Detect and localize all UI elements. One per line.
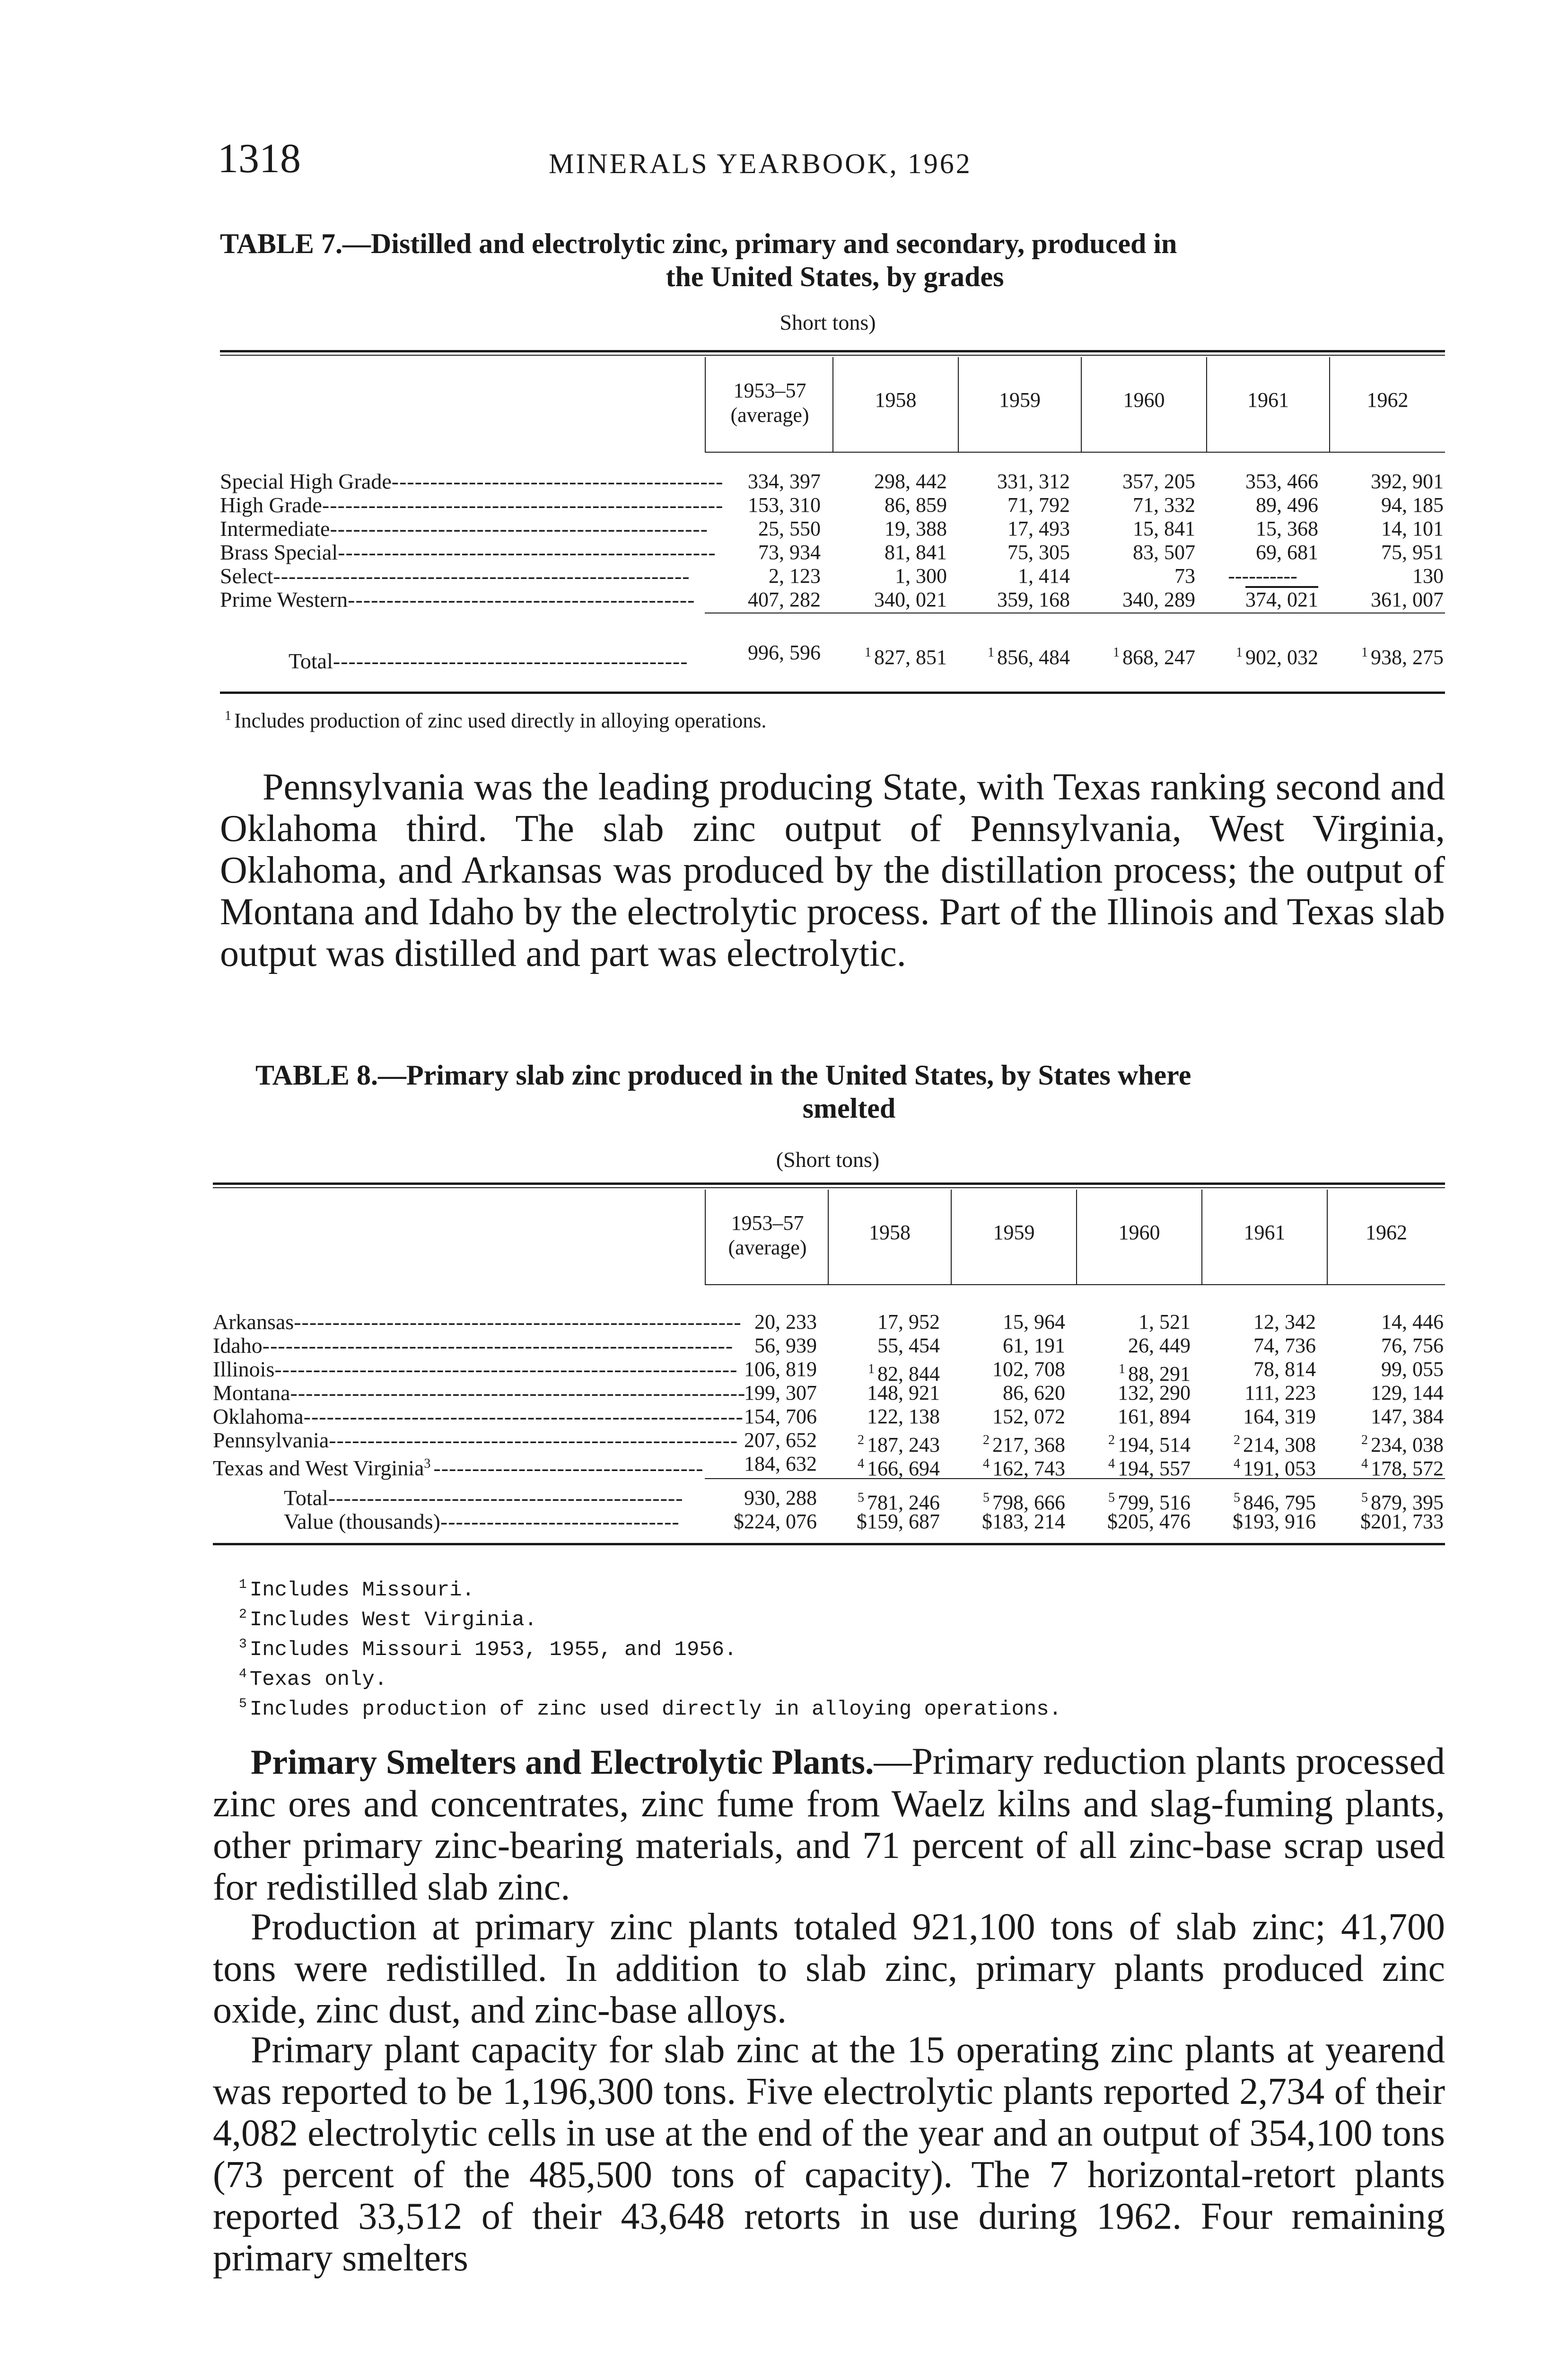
- table7-col-header: 1961: [1247, 388, 1289, 412]
- table7-col-header: 1958: [875, 388, 917, 412]
- table7-caption-line2: the United States, by grades: [666, 261, 1004, 292]
- table8-header-divider: [705, 1190, 706, 1284]
- table-row-label: Arkansas----------------------------------------------------------: [213, 1310, 742, 1334]
- table7-caption-line1: TABLE 7.—Distilled and electrolytic zinc, primary and secondary, produced in: [220, 228, 1177, 259]
- table8-col-header: 1960: [1118, 1221, 1160, 1244]
- footnote: $^3$ Includes Missouri 1953, 1955, and 1956.: [239, 1637, 737, 1662]
- table7-total-value: $^1$ 827, 851: [865, 645, 947, 669]
- table-row-label: Pennsylvania-----------------------------------------------------: [213, 1428, 738, 1452]
- table8-col-values: 15, 964 61, 191 102, 708 86, 620 152, 072 $^2$ 217, 368 $^4$ 162, 743: [983, 1310, 1065, 1480]
- table7-header-divider: [705, 357, 706, 452]
- table7-units: Short tons): [780, 310, 876, 334]
- table8-total-value: $^5$ 846, 795 $193, 916: [1233, 1490, 1316, 1533]
- footnote: $^2$ Includes West Virginia.: [239, 1607, 537, 1632]
- table8-caption-line1: TABLE 8.—Primary slab zinc produced in the United States, by States where: [255, 1060, 1191, 1091]
- table7-total-value: 996, 596: [748, 641, 821, 664]
- table7-col-header: 1953–57 (average): [730, 379, 809, 427]
- table8-caption-line2: smelted: [802, 1093, 896, 1124]
- table8-total-value: $^5$ 798, 666 $183, 214: [982, 1490, 1065, 1533]
- table7-caption: [220, 227, 1450, 293]
- table7-col-header: 1960: [1123, 388, 1165, 412]
- table8-col-values: 12, 342 74, 736 78, 814 111, 223 164, 319 $^2$ 214, 308 $^4$ 191, 053: [1234, 1310, 1316, 1480]
- table-row-label: Brass Special-------------------------------------------------: [220, 540, 716, 564]
- page-number: 1318: [218, 136, 301, 182]
- table8-col-header: 1961: [1244, 1221, 1286, 1244]
- section-paragraph: Primary Smelters and Electrolytic Plants.—Primary reduction plants processed zinc ores and concentrates, zinc fume from Waelz kilns and slag-fuming plants, other primary zinc-bearing materials, and 71 percent of all zinc-base scrap used for redistilled slab zinc.: [213, 1741, 1445, 1908]
- table7-col-header: 1959: [999, 388, 1041, 412]
- table-row-label: Idaho-------------------------------------------------------------: [213, 1333, 734, 1358]
- table7-stub: [220, 469, 724, 612]
- section-paragraph: Production at primary zinc plants totaled 921,100 tons of slab zinc; 41,700 tons were redistilled. In addition to slab zinc, primary plants produced zinc oxide, zinc dust, and zinc-base alloys.: [213, 1906, 1445, 2031]
- body-paragraph: Pennsylvania was the leading producing State, with Texas ranking second and Oklahoma third. The slab zinc output of Pennsylvania, West Virginia, Oklahoma, and Arkansas was produced by the distillation process; the output of Montana and Idaho by the electrolytic process. Part of the Illinois and Texas slab output was distilled and part was electrolytic.: [220, 766, 1445, 974]
- table-row-label: Intermediate-------------------------------------------------: [220, 517, 709, 541]
- table-row-label: Texas and West Virginia$^3$ -----------------------------------: [213, 1456, 704, 1480]
- table7-top-rule: [220, 350, 1445, 352]
- table7-col-values: 331, 312 71, 792 17, 493 75, 305 1, 414 359, 168: [997, 470, 1070, 611]
- running-head: MINERALS YEARBOOK, 1962: [549, 148, 972, 179]
- table8-col-values: 17, 952 55, 454 $^1$ 82, 844 148, 921 122, 138 $^2$ 187, 243 $^4$ 166, 694: [858, 1310, 940, 1480]
- table8-header-bottom-rule: [705, 1284, 1445, 1285]
- table8-col-values: 14, 446 76, 756 99, 055 129, 144 147, 384 $^2$ 234, 038 $^4$ 178, 572: [1361, 1310, 1444, 1480]
- table8-total-rule: [705, 1478, 1445, 1479]
- table8-caption: [255, 1059, 1443, 1125]
- table7-header-bottom-rule: [705, 452, 1445, 453]
- table7-top-rule-2: [220, 355, 1445, 356]
- table8-footnotes: [239, 1573, 1327, 1722]
- table8-top-rule: [213, 1182, 1445, 1185]
- section-runin-heading: Primary Smelters and Electrolytic Plants.: [251, 1743, 874, 1782]
- table-row-label: Oklahoma---------------------------------------------------------: [213, 1404, 744, 1428]
- table8-col-header: 1958: [869, 1221, 911, 1244]
- table-row-label: Prime Western---------------------------------------------: [220, 587, 695, 612]
- table7-total-label: Total----------------------------------------------: [289, 649, 688, 673]
- table8-total-value: 930, 288 $224, 076: [734, 1486, 817, 1533]
- table7-footnote: $^1$ Includes production of zinc used directly in alloying operations.: [225, 709, 767, 732]
- table8-col-header: 1962: [1366, 1221, 1407, 1244]
- table7-col-values: 357, 205 71, 332 15, 841 83, 507 73 340, 289: [1122, 470, 1195, 611]
- table8-total-value: $^5$ 879, 395 $201, 733: [1360, 1490, 1444, 1533]
- footnote: $^4$ Texas only.: [239, 1667, 387, 1691]
- table8-col-values: 1, 521 26, 449 $^1$ 88, 291 132, 290 161, 894 $^2$ 194, 514 $^4$ 194, 557: [1108, 1310, 1191, 1480]
- table8-stub: [213, 1310, 746, 1480]
- table8-bottom-rule: [213, 1543, 1445, 1545]
- table7-col-values: 353, 466 89, 496 15, 368 69, 681 ---------- 374, 021: [1207, 470, 1318, 612]
- table8-total-value: $^5$ 799, 516 $205, 476: [1107, 1490, 1191, 1533]
- table7-total-value: $^1$ 902, 032: [1236, 645, 1318, 669]
- table8-total-label: Total----------------------------------------------: [284, 1486, 683, 1510]
- table8-col-values: 20, 233 56, 939 106, 819 199, 307 154, 706 207, 652 184, 632: [744, 1310, 817, 1475]
- table-row-label: Select------------------------------------------------------: [220, 564, 690, 588]
- table-row-label: Montana-----------------------------------------------------------: [213, 1381, 746, 1405]
- table7-total-value: $^1$ 938, 275: [1361, 645, 1444, 669]
- table8-top-rule-2: [213, 1187, 1445, 1188]
- table7-col-header: 1962: [1367, 388, 1409, 412]
- table7-col-values: 392, 901 94, 185 14, 101 75, 951 130 361, 007: [1371, 470, 1444, 611]
- table8-total-value: $^5$ 781, 246 $159, 687: [857, 1490, 940, 1533]
- table8-col-header: 1959: [993, 1221, 1035, 1244]
- table-row-label: Illinois------------------------------------------------------------: [213, 1357, 738, 1381]
- table7-total-value: $^1$ 856, 484: [988, 645, 1070, 669]
- section-paragraph: Primary plant capacity for slab zinc at the 15 operating zinc plants at yearend was reported to be 1,196,300 tons. Five electrolytic plants reported 2,734 of their 4,082 electrolytic cells in use at the end of the year and an output of 354,100 tons (73 percent of the 485,500 tons of capacity). The 7 horizontal-retort plants reported 33,512 of their 43,648 retorts in use during 1962. Four remaining primary smelters: [213, 2029, 1445, 2279]
- table8-col-header: 1953–57 (average): [728, 1211, 807, 1259]
- table7-col-values: 298, 442 86, 859 19, 388 81, 841 1, 300 340, 021: [874, 470, 947, 611]
- table8-value-label: Value (thousands)-------------------------------: [284, 1509, 680, 1533]
- table8-total-labels: [284, 1486, 700, 1533]
- table7-col-values: 334, 397 153, 310 25, 550 73, 934 2, 123 407, 282: [748, 470, 821, 611]
- table7-bottom-rule: [220, 692, 1445, 694]
- footnote: $^1$ Includes Missouri.: [239, 1577, 475, 1602]
- footnote: $^5$ Includes production of zinc used directly in alloying operations.: [239, 1697, 1062, 1721]
- table7-total-value: $^1$ 868, 247: [1113, 645, 1195, 669]
- table-row-label: High Grade----------------------------------------------------: [220, 493, 724, 517]
- table-row-label: Special High Grade-------------------------------------------: [220, 469, 724, 493]
- empty-cell-leader: ----------: [1228, 564, 1297, 587]
- table8-units: (Short tons): [776, 1147, 880, 1172]
